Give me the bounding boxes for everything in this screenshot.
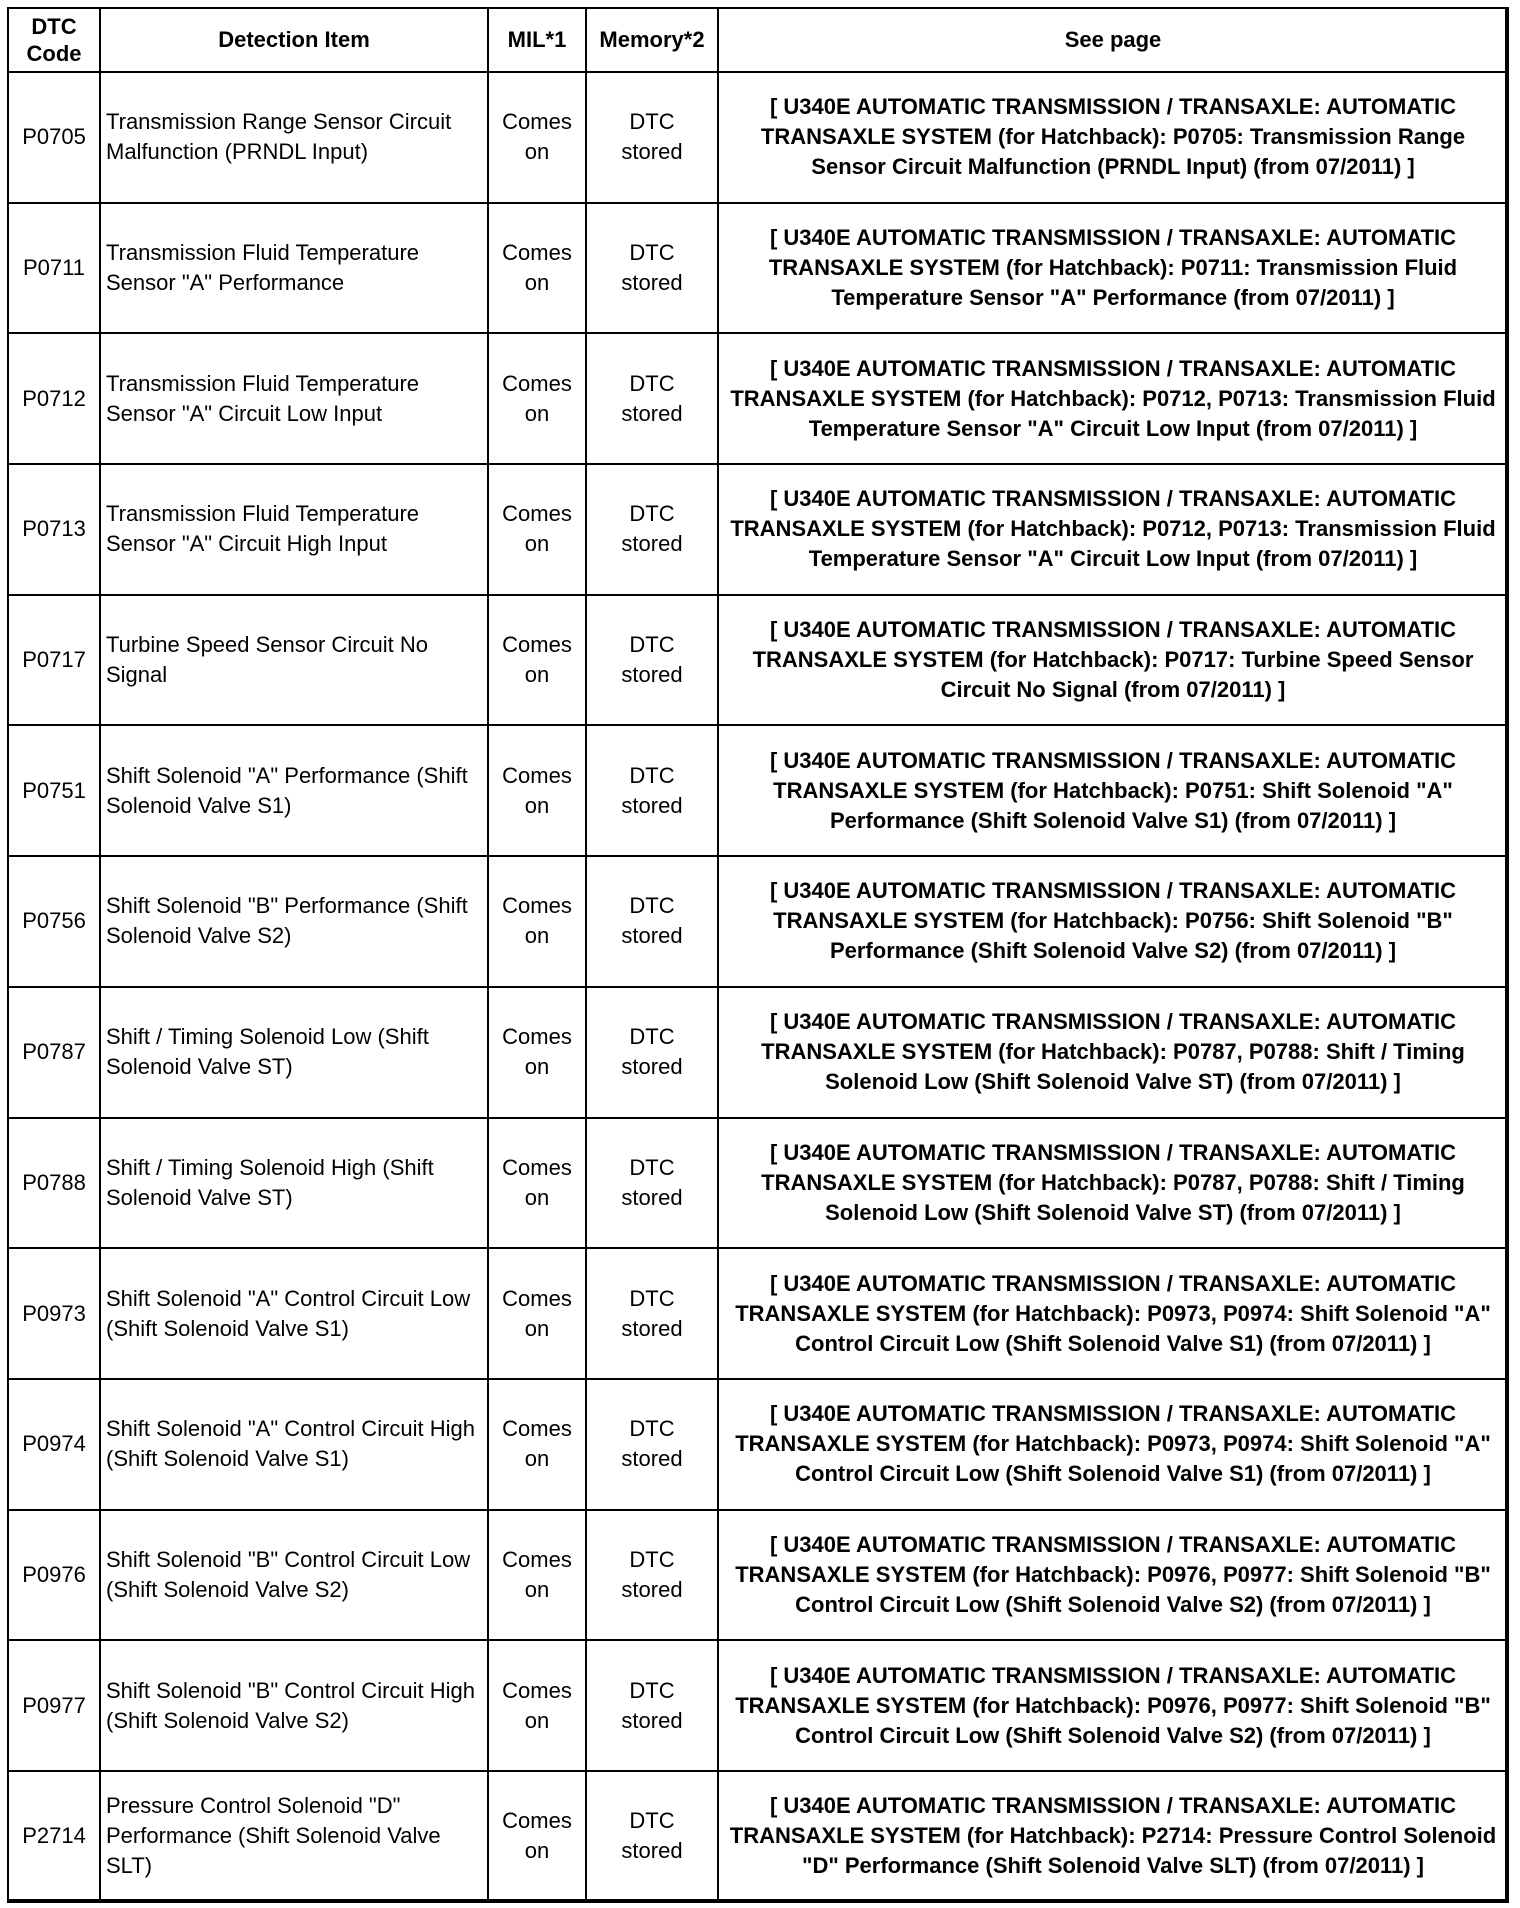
memory-line-1: DTC [629, 370, 675, 396]
detection-item-cell: Shift Solenoid "B" Control Circuit High (Shift Solenoid Valve S2) [100, 1640, 488, 1771]
dtc-code-cell: P0974 [8, 1379, 100, 1510]
mil-line-2: on [524, 1184, 550, 1210]
memory-line-1: DTC [629, 762, 675, 788]
dtc-code-cell: P0717 [8, 595, 100, 726]
mil-cell [488, 987, 586, 1118]
see-page-link[interactable]: [ U340E AUTOMATIC TRANSMISSION / TRANSAXLE: AUTOMATIC TRANSAXLE SYSTEM (for Hatchback): P0711: Transmission Fluid Temperature Sensor "A" Performance (from 07/2011) ] [718, 203, 1508, 334]
table-row [8, 595, 1508, 726]
table-row [8, 987, 1508, 1118]
mil-cell [488, 1379, 586, 1510]
memory-line-2: stored [621, 1184, 683, 1210]
mil-cell [488, 1640, 586, 1771]
dtc-code-cell: P0751 [8, 725, 100, 856]
see-page-link[interactable]: [ U340E AUTOMATIC TRANSMISSION / TRANSAXLE: AUTOMATIC TRANSAXLE SYSTEM (for Hatchback): P0751: Shift Solenoid "A" Performance (Shift Solenoid Valve S1) (from 07/2011) ] [718, 725, 1508, 856]
see-page-link[interactable]: [ U340E AUTOMATIC TRANSMISSION / TRANSAXLE: AUTOMATIC TRANSAXLE SYSTEM (for Hatchback): P0705: Transmission Range Sensor Circuit Malfunction (PRNDL Input) (from 07/2011) ] [718, 72, 1508, 203]
memory-line-1: DTC [629, 1546, 675, 1572]
memory-cell [586, 595, 718, 726]
memory-line-2: stored [621, 923, 683, 949]
detection-item-cell: Shift Solenoid "A" Performance (Shift Solenoid Valve S1) [100, 725, 488, 856]
see-page-link[interactable]: [ U340E AUTOMATIC TRANSMISSION / TRANSAXLE: AUTOMATIC TRANSAXLE SYSTEM (for Hatchback): P0787, P0788: Shift / Timing Solenoid Low (Shift Solenoid Valve ST) (from 07/2011) ] [718, 987, 1508, 1118]
mil-cell [488, 333, 586, 464]
mil-line-1: Comes [502, 1024, 572, 1050]
memory-line-2: stored [621, 270, 683, 296]
table-row [8, 1771, 1508, 1902]
mil-cell [488, 856, 586, 987]
see-page-link[interactable]: [ U340E AUTOMATIC TRANSMISSION / TRANSAXLE: AUTOMATIC TRANSAXLE SYSTEM (for Hatchback): P0787, P0788: Shift / Timing Solenoid Low (Shift Solenoid Valve ST) (from 07/2011) ] [718, 1118, 1508, 1249]
memory-line-1: DTC [629, 1677, 675, 1703]
mil-line-1: Comes [502, 1677, 572, 1703]
memory-cell [586, 1379, 718, 1510]
see-page-link[interactable]: [ U340E AUTOMATIC TRANSMISSION / TRANSAXLE: AUTOMATIC TRANSAXLE SYSTEM (for Hatchback): P0717: Turbine Speed Sensor Circuit No Signal (from 07/2011) ] [718, 595, 1508, 726]
see-page-link[interactable]: [ U340E AUTOMATIC TRANSMISSION / TRANSAXLE: AUTOMATIC TRANSAXLE SYSTEM (for Hatchback): P0712, P0713: Transmission Fluid Temperature Sensor "A" Circuit Low Input (from 07/2011) ] [718, 333, 1508, 464]
mil-line-1: Comes [502, 632, 572, 658]
table-row [8, 464, 1508, 595]
memory-line-1: DTC [629, 1416, 675, 1442]
detection-item-cell: Shift Solenoid "B" Performance (Shift Solenoid Valve S2) [100, 856, 488, 987]
mil-line-1: Comes [502, 1416, 572, 1442]
memory-line-1: DTC [629, 893, 675, 919]
mil-line-1: Comes [502, 1808, 572, 1834]
dtc-code-cell: P0973 [8, 1248, 100, 1379]
memory-line-1: DTC [629, 240, 675, 266]
memory-line-1: DTC [629, 632, 675, 658]
see-page-link[interactable]: [ U340E AUTOMATIC TRANSMISSION / TRANSAXLE: AUTOMATIC TRANSAXLE SYSTEM (for Hatchback): P0976, P0977: Shift Solenoid "B" Control Circuit Low (Shift Solenoid Valve S2) (from 07/2011) ] [718, 1640, 1508, 1771]
mil-line-2: on [524, 1576, 550, 1602]
memory-cell [586, 1640, 718, 1771]
mil-line-1: Comes [502, 1285, 572, 1311]
dtc-code-cell: P0787 [8, 987, 100, 1118]
memory-line-2: stored [621, 139, 683, 165]
mil-cell [488, 1248, 586, 1379]
table-row [8, 1248, 1508, 1379]
header-row [8, 8, 1508, 72]
memory-line-2: stored [621, 1576, 683, 1602]
mil-line-1: Comes [502, 370, 572, 396]
see-page-link[interactable]: [ U340E AUTOMATIC TRANSMISSION / TRANSAXLE: AUTOMATIC TRANSAXLE SYSTEM (for Hatchback): P2714: Pressure Control Solenoid "D" Performance (Shift Solenoid Valve SLT) (from 07/2011) ] [718, 1771, 1508, 1902]
detection-item-cell: Transmission Fluid Temperature Sensor "A" Circuit High Input [100, 464, 488, 595]
mil-line-1: Comes [502, 240, 572, 266]
detection-item-cell: Pressure Control Solenoid "D" Performance (Shift Solenoid Valve SLT) [100, 1771, 488, 1902]
mil-cell [488, 1118, 586, 1249]
dtc-code-cell: P0713 [8, 464, 100, 595]
mil-cell [488, 725, 586, 856]
table-row [8, 72, 1508, 203]
detection-item-cell: Shift Solenoid "A" Control Circuit Low (Shift Solenoid Valve S1) [100, 1248, 488, 1379]
see-page-link[interactable]: [ U340E AUTOMATIC TRANSMISSION / TRANSAXLE: AUTOMATIC TRANSAXLE SYSTEM (for Hatchback): P0976, P0977: Shift Solenoid "B" Control Circuit Low (Shift Solenoid Valve S2) (from 07/2011) ] [718, 1510, 1508, 1641]
header-memory: Memory*2 [586, 8, 718, 72]
see-page-link[interactable]: [ U340E AUTOMATIC TRANSMISSION / TRANSAXLE: AUTOMATIC TRANSAXLE SYSTEM (for Hatchback): P0973, P0974: Shift Solenoid "A" Control Circuit Low (Shift Solenoid Valve S1) (from 07/2011) ] [718, 1379, 1508, 1510]
dtc-code-cell: P0756 [8, 856, 100, 987]
memory-cell [586, 1118, 718, 1249]
dtc-code-cell: P0712 [8, 333, 100, 464]
header-see-page: See page [718, 8, 1508, 72]
detection-item-cell: Shift / Timing Solenoid High (Shift Solenoid Valve ST) [100, 1118, 488, 1249]
memory-line-1: DTC [629, 1024, 675, 1050]
memory-cell [586, 72, 718, 203]
memory-line-2: stored [621, 1446, 683, 1472]
dtc-code-cell: P0788 [8, 1118, 100, 1249]
detection-item-cell: Shift Solenoid "B" Control Circuit Low (Shift Solenoid Valve S2) [100, 1510, 488, 1641]
mil-line-2: on [524, 1054, 550, 1080]
mil-cell [488, 72, 586, 203]
mil-line-2: on [524, 139, 550, 165]
table-body [8, 72, 1508, 1902]
header-mil: MIL*1 [488, 8, 586, 72]
memory-line-2: stored [621, 1707, 683, 1733]
detection-item-cell: Shift / Timing Solenoid Low (Shift Solenoid Valve ST) [100, 987, 488, 1118]
mil-line-1: Comes [502, 1546, 572, 1572]
memory-line-2: stored [621, 1315, 683, 1341]
dtc-code-cell: P2714 [8, 1771, 100, 1902]
table-row [8, 725, 1508, 856]
detection-item-cell: Turbine Speed Sensor Circuit No Signal [100, 595, 488, 726]
memory-line-2: stored [621, 531, 683, 557]
memory-line-1: DTC [629, 501, 675, 527]
header-dtc-code-line2: Code [26, 41, 82, 66]
mil-cell [488, 1771, 586, 1902]
dtc-code-cell: P0976 [8, 1510, 100, 1641]
see-page-link[interactable]: [ U340E AUTOMATIC TRANSMISSION / TRANSAXLE: AUTOMATIC TRANSAXLE SYSTEM (for Hatchback): P0973, P0974: Shift Solenoid "A" Control Circuit Low (Shift Solenoid Valve S1) (from 07/2011) ] [718, 1248, 1508, 1379]
mil-line-2: on [524, 1707, 550, 1733]
table-row [8, 1640, 1508, 1771]
header-detection-item: Detection Item [100, 8, 488, 72]
memory-line-2: stored [621, 1838, 683, 1864]
mil-line-2: on [524, 1838, 550, 1864]
table-row [8, 203, 1508, 334]
memory-line-1: DTC [629, 1285, 675, 1311]
mil-line-2: on [524, 923, 550, 949]
memory-line-2: stored [621, 1054, 683, 1080]
mil-cell [488, 1510, 586, 1641]
memory-cell [586, 203, 718, 334]
dtc-table-sheet [7, 7, 1507, 1903]
detection-item-cell: Transmission Fluid Temperature Sensor "A" Circuit Low Input [100, 333, 488, 464]
mil-line-2: on [524, 270, 550, 296]
mil-line-1: Comes [502, 501, 572, 527]
memory-cell [586, 333, 718, 464]
detection-item-cell: Transmission Range Sensor Circuit Malfunction (PRNDL Input) [100, 72, 488, 203]
mil-line-2: on [524, 792, 550, 818]
see-page-link[interactable]: [ U340E AUTOMATIC TRANSMISSION / TRANSAXLE: AUTOMATIC TRANSAXLE SYSTEM (for Hatchback): P0756: Shift Solenoid "B" Performance (Shift Solenoid Valve S2) (from 07/2011) ] [718, 856, 1508, 987]
mil-line-2: on [524, 400, 550, 426]
mil-cell [488, 464, 586, 595]
table-row [8, 1379, 1508, 1510]
memory-cell [586, 1510, 718, 1641]
header-dtc-code [8, 8, 100, 72]
mil-line-2: on [524, 1315, 550, 1341]
mil-line-2: on [524, 531, 550, 557]
memory-line-1: DTC [629, 1808, 675, 1834]
dtc-table [7, 7, 1509, 1903]
header-dtc-code-line1: DTC [31, 14, 77, 39]
dtc-code-cell: P0977 [8, 1640, 100, 1771]
memory-cell [586, 1248, 718, 1379]
memory-cell [586, 856, 718, 987]
memory-cell [586, 725, 718, 856]
mil-line-2: on [524, 1446, 550, 1472]
table-row [8, 1118, 1508, 1249]
mil-line-1: Comes [502, 109, 572, 135]
mil-line-1: Comes [502, 893, 572, 919]
table-row [8, 1510, 1508, 1641]
mil-line-1: Comes [502, 762, 572, 788]
memory-cell [586, 1771, 718, 1902]
memory-line-1: DTC [629, 1154, 675, 1180]
dtc-code-cell: P0711 [8, 203, 100, 334]
detection-item-cell: Transmission Fluid Temperature Sensor "A" Performance [100, 203, 488, 334]
memory-line-2: stored [621, 662, 683, 688]
memory-cell [586, 464, 718, 595]
detection-item-cell: Shift Solenoid "A" Control Circuit High (Shift Solenoid Valve S1) [100, 1379, 488, 1510]
memory-line-2: stored [621, 792, 683, 818]
mil-cell [488, 595, 586, 726]
memory-line-2: stored [621, 400, 683, 426]
table-row [8, 856, 1508, 987]
memory-line-1: DTC [629, 109, 675, 135]
table-row [8, 333, 1508, 464]
see-page-link[interactable]: [ U340E AUTOMATIC TRANSMISSION / TRANSAXLE: AUTOMATIC TRANSAXLE SYSTEM (for Hatchback): P0712, P0713: Transmission Fluid Temperature Sensor "A" Circuit Low Input (from 07/2011) ] [718, 464, 1508, 595]
mil-cell [488, 203, 586, 334]
mil-line-1: Comes [502, 1154, 572, 1180]
memory-cell [586, 987, 718, 1118]
mil-line-2: on [524, 662, 550, 688]
dtc-code-cell: P0705 [8, 72, 100, 203]
